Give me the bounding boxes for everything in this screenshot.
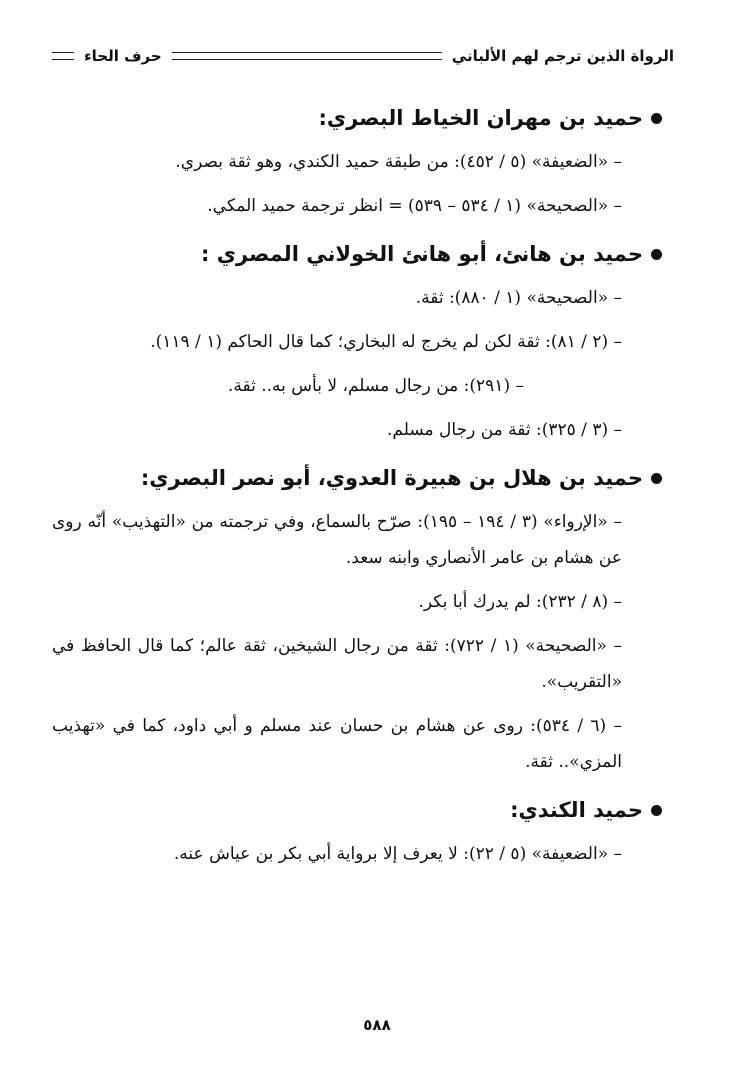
entry-heading bbox=[52, 792, 662, 828]
narrator-name: حميد بن مهران الخياط البصري: bbox=[318, 106, 643, 130]
narrator-name: حميد بن هانئ، أبو هانئ الخولاني المصري : bbox=[201, 242, 643, 266]
page-content bbox=[52, 100, 662, 872]
citation-paragraph: – «الصحيحة» (١ / ٧٢٢): ثقة من رجال الشيخين، ثقة عالم؛ كما قال الحافظ في «التقريب». bbox=[52, 636, 622, 692]
page-number: ٥٨٨ bbox=[363, 1016, 391, 1034]
citation-paragraph: – «الصحيحة» (١ / ٥٣٤ – ٥٣٩) = انظر ترجمة حميد المكي. bbox=[207, 196, 622, 216]
header-rule bbox=[172, 52, 442, 60]
header-rule-end bbox=[52, 52, 74, 60]
chapter-title: حرف الحاء bbox=[84, 47, 162, 65]
citation-paragraph: – «الضعيفة» (٥ / ٤٥٢): من طبقة حميد الكندي، وهو ثقة بصري. bbox=[175, 152, 622, 172]
citation-paragraph: – (٨ / ٢٣٢): لم يدرك أبا بكر. bbox=[418, 592, 622, 612]
citation-paragraph: – (٢٩١): من رجال مسلم، لا بأس به.. ثقة. bbox=[228, 376, 524, 396]
bullet-icon bbox=[651, 113, 662, 124]
entry-heading bbox=[52, 236, 662, 272]
citation-paragraph: – (٢ / ٨١): ثقة لكن لم يخرج له البخاري؛ كما قال الحاكم (١ / ١١٩). bbox=[150, 332, 622, 352]
book-title: الرواة الذين ترجم لهم الألباني bbox=[451, 47, 674, 65]
narrator-name: حميد بن هلال بن هبيرة العدوي، أبو نصر البصري: bbox=[140, 466, 643, 490]
bullet-icon bbox=[651, 249, 662, 260]
bullet-icon bbox=[651, 473, 662, 484]
citation-paragraph: – (٣ / ٣٢٥): ثقة من رجال مسلم. bbox=[387, 420, 622, 440]
citation-paragraph: – «الضعيفة» (٥ / ٢٢): لا يعرف إلا برواية أبي بكر بن عياش عنه. bbox=[173, 844, 622, 864]
entry-heading bbox=[52, 460, 662, 496]
entry-heading bbox=[52, 100, 662, 136]
bullet-icon bbox=[651, 805, 662, 816]
narrator-name: حميد الكندي: bbox=[510, 798, 643, 822]
citation-paragraph: – (٦ / ٥٣٤): روى عن هشام بن حسان عند مسلم و أبي داود، كما في «تهذيب المزي».. ثقة. bbox=[52, 716, 622, 772]
citation-paragraph: – «الصحيحة» (١ / ٨٨٠): ثقة. bbox=[415, 288, 622, 308]
citation-paragraph: – «الإرواء» (٣ / ١٩٤ – ١٩٥): صرّح بالسماع، وفي ترجمته من «التهذيب» أنّه روى عن هشام بن عامر الأنصاري وابنه سعد. bbox=[52, 512, 622, 568]
running-header bbox=[52, 42, 674, 70]
